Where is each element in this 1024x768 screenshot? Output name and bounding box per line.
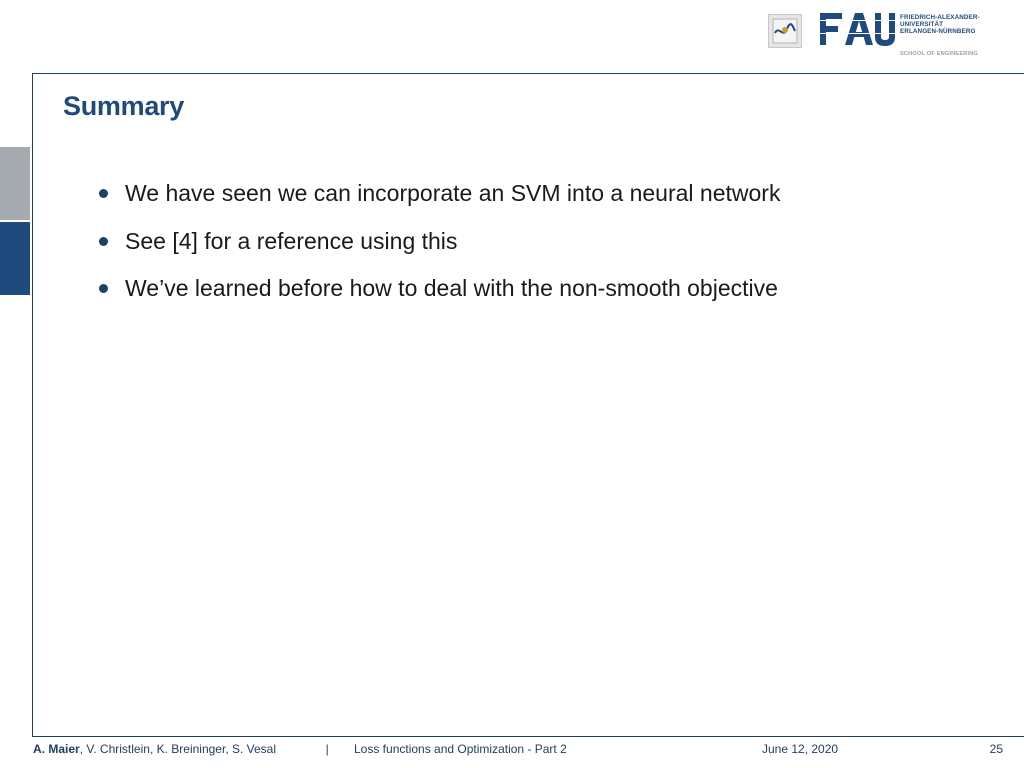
bullet-item xyxy=(96,271,780,319)
footer-authors xyxy=(33,742,276,756)
lab-logo-icon xyxy=(768,14,802,48)
footer-lecture-title: Loss functions and Optimization - Part 2 xyxy=(354,742,567,756)
bullet-text: We have seen we can incorporate an SVM into a neural network xyxy=(125,180,781,206)
fau-university-line: ERLANGEN-NÜRNBERG xyxy=(900,28,976,35)
content-frame xyxy=(32,73,1024,737)
bullet-list xyxy=(96,176,780,319)
footer-coauthors: , V. Christlein, K. Breininger, S. Vesal xyxy=(79,742,277,756)
bullet-item xyxy=(96,224,780,272)
bullet-dot-icon xyxy=(99,237,108,246)
bullet-item xyxy=(96,176,780,224)
fau-school-name: SCHOOL OF ENGINEERING xyxy=(900,51,979,57)
fau-university-line: FRIEDRICH-ALEXANDER- xyxy=(900,14,980,21)
side-section-tab-current xyxy=(0,222,30,295)
fau-university-line: UNIVERSITÄT xyxy=(900,21,944,28)
slide-footer xyxy=(33,742,1003,758)
fau-university-name xyxy=(900,14,980,35)
footer-lead-author: A. Maier xyxy=(33,742,80,756)
bullet-text: See [4] for a reference using this xyxy=(125,227,458,254)
side-section-tab-previous xyxy=(0,147,30,220)
footer-separator xyxy=(319,742,329,756)
fau-wordmark xyxy=(820,13,896,47)
slide-title: Summary xyxy=(63,91,184,121)
footer-page-number: 25 xyxy=(989,742,1003,756)
bullet-dot-icon xyxy=(99,284,108,293)
fau-logo xyxy=(820,13,990,61)
footer-date: June 12, 2020 xyxy=(762,742,839,756)
bullet-dot-icon xyxy=(99,189,108,198)
footer-separator-glyph: | xyxy=(325,742,329,756)
bullet-text: We’ve learned before how to deal with the non-smooth objective xyxy=(125,275,778,301)
